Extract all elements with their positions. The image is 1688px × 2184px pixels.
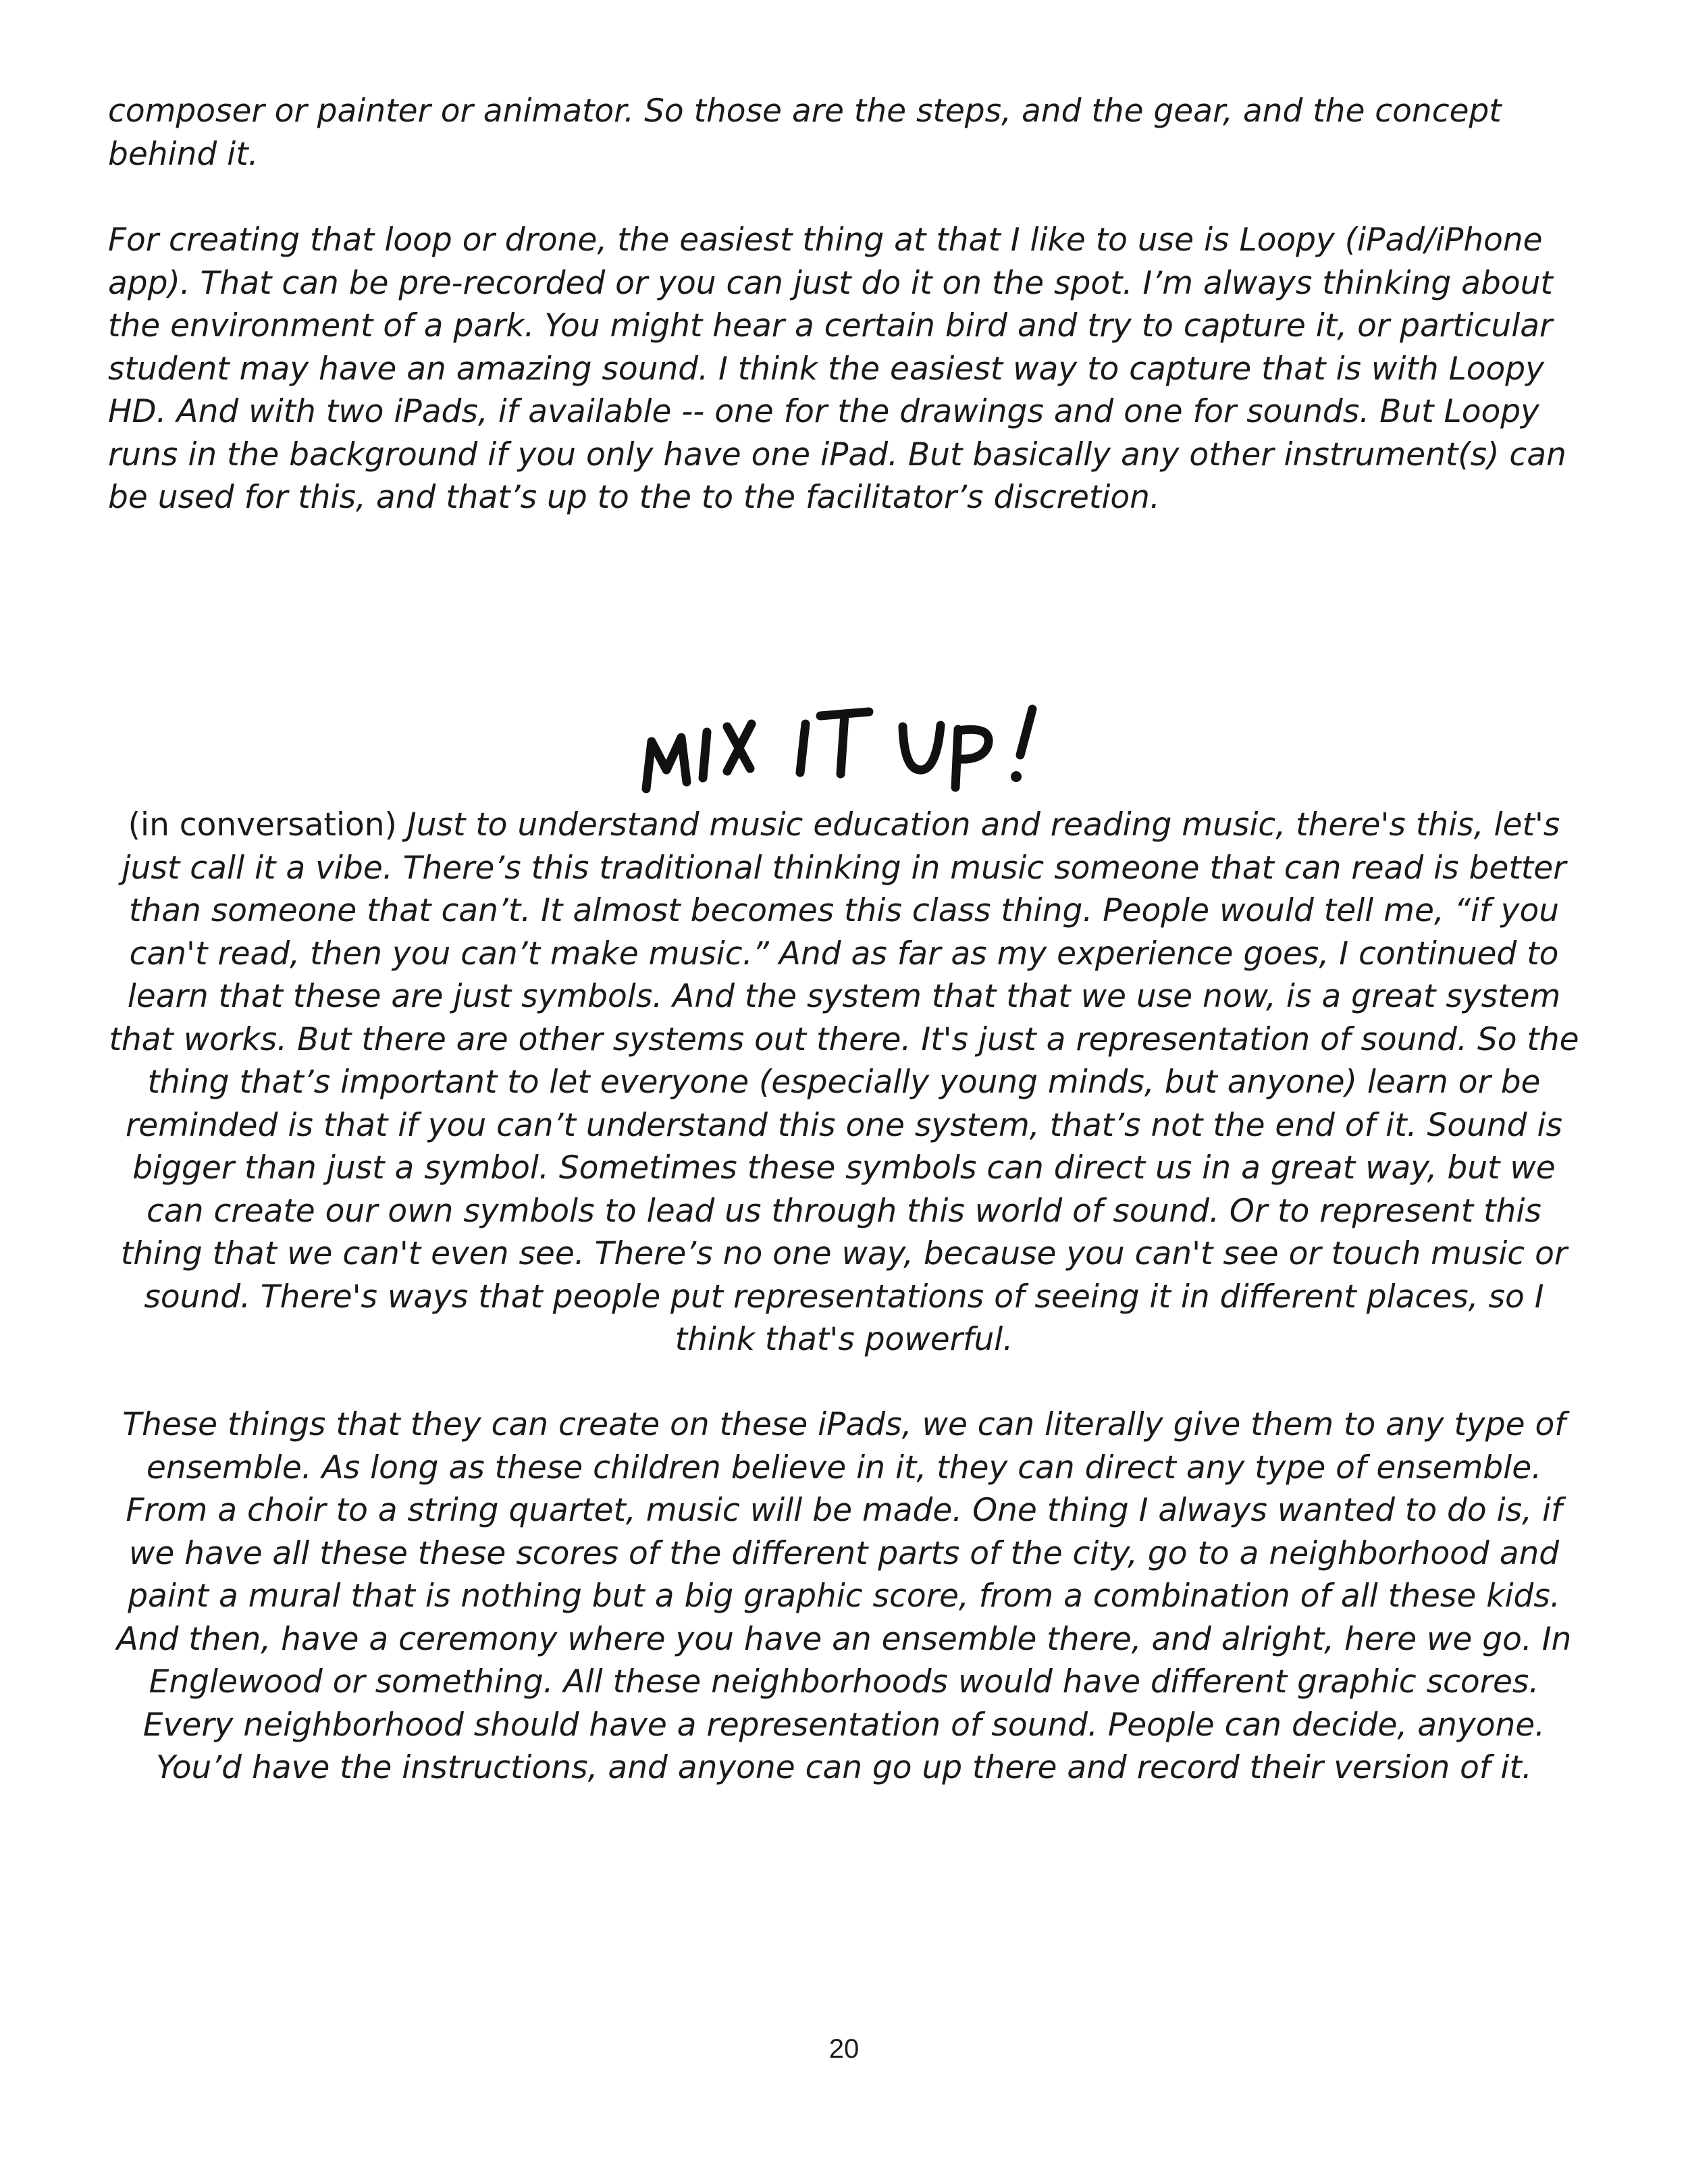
paragraph-music-symbols-text: Just to understand music education and reading music, there's this, let's just call it a vibe. There’s this traditional thinking in music someone that can read is better than someone that can’t. It almost becomes this class thing. People would tell me, “if you can't read, then you can’t make music.” And as far as my experience goes, I continued to learn that these are just symbols. And the system that that we use now, is a great system that works. But there are other systems out there. It's just a representation of sound. So the thing that’s important to let everyone (especially young minds, but anyone) learn or be reminded is that if you can’t understand this one system, that’s not the end of it. Sound is bigger than just a symbol. Sometimes these symbols can direct us in a great way, but we can create our own symbols to lead us through this world of sound. Or to represent this thing that we can't even see. There’s no one way, because you can't see or touch music or sound. There's ways that people put representations of seeing it in different places, so I think that's powerful. — [109, 806, 1579, 1358]
letter-m-stroke — [646, 737, 687, 789]
letter-p-bowl — [958, 729, 988, 759]
paragraph-loop-concept-ending: composer or painter or animator. So those are the steps, and the gear, and the concept behind it. — [108, 93, 1502, 173]
exclamation-stroke — [1020, 709, 1032, 755]
letter-i2-stroke — [800, 724, 806, 773]
paragraph-music-symbols — [101, 804, 1587, 1361]
paragraph-graphic-scores: These things that they can create on these iPads, we can literally give them to any type of ensemble. As long as these children believe in it, they can direct any type of ensemble. From a choir to a string quartet, music will be made. One thing I always wanted to do is, if we have all these these scores of the different parts of the city, go to a neighborhood and paint a mural that is nothing but a big graphic score, from a combination of all these kids. And then, have a ceremony where you have an ensemble there, and alright, here we go. In Englewood or something. All these neighborhoods would have different graphic scores. Every neighborhood should have a representation of sound. People can decide, anyone. You’d have the instructions, and anyone can go up there and record their version of it. — [116, 1406, 1572, 1786]
letter-t-stem — [841, 714, 845, 774]
letter-i-stroke — [703, 732, 707, 778]
mix-it-up-heading — [631, 689, 1063, 810]
letter-u-stroke — [903, 725, 941, 770]
paragraph-loopy-instructions: For creating that loop or drone, the easiest thing at that I like to use is Loopy (iPad/iPhone app). That can be pre-recorded or you can just do it on the spot. I’m always thinking about the environment of a park. You might hear a certain bird and try to capture it, or particular student may have an amazing sound. I think the easiest way to capture that is with Loopy HD. And with two iPads, if available -- one for the drawings and one for sounds. But Loopy runs in the background if you only have one iPad. But basically any other instrument(s) can be used for this, and that’s up to the to the facilitator’s discretion. — [108, 222, 1566, 516]
conversation-label: (in conversation) — [128, 806, 397, 843]
handwritten-heading-art — [631, 689, 1063, 810]
page-number: 20 — [828, 2034, 860, 2064]
exclamation-dot — [1011, 771, 1022, 782]
